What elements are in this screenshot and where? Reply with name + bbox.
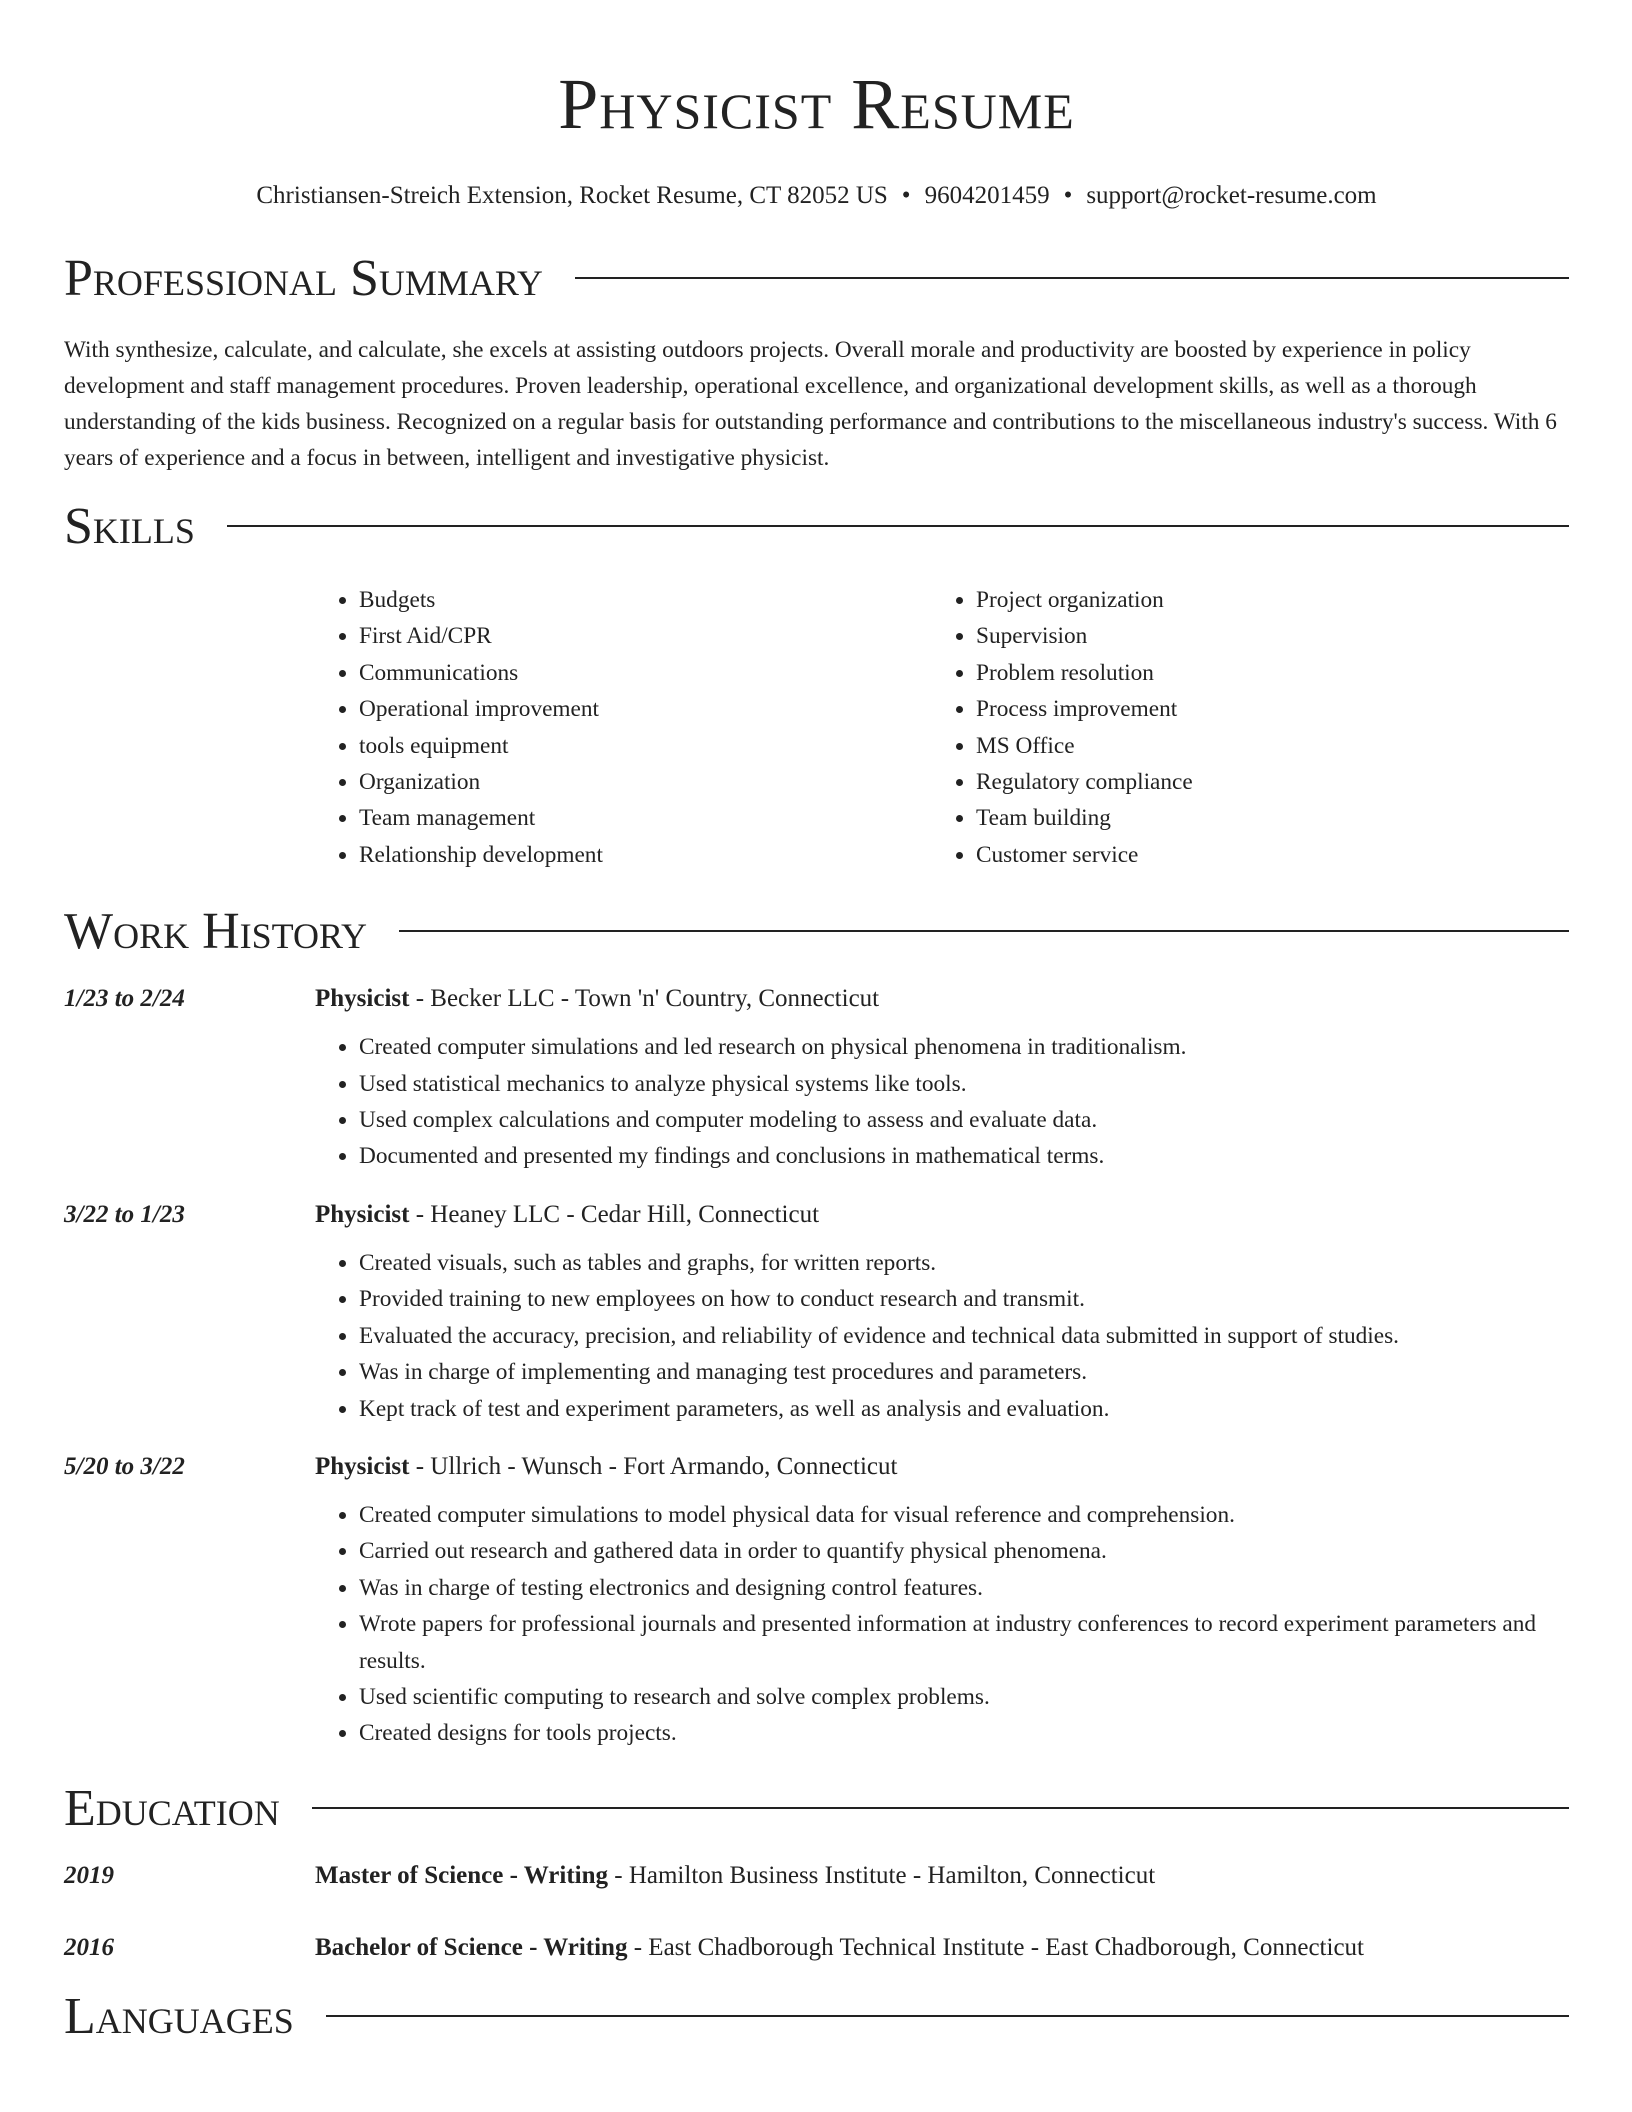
section-title: Work History — [64, 903, 368, 961]
skill-item: • Team management — [359, 800, 932, 836]
job-entry — [64, 979, 1569, 1175]
contact-separator: • — [1063, 182, 1073, 209]
skill-item: • Customer service — [976, 837, 1549, 873]
skills-section — [64, 492, 1569, 873]
contact-line — [64, 180, 1569, 212]
skill-item: • Operational improvement — [359, 691, 932, 727]
job-header — [64, 979, 1569, 1019]
education-section — [64, 1774, 1569, 1968]
languages-section — [64, 1982, 1569, 2052]
resume-page — [64, 0, 1569, 2052]
education-degree: Bachelor of Science - Writing — [315, 1933, 628, 1961]
summary-section — [64, 244, 1569, 476]
skill-item: • Communications — [359, 655, 932, 691]
job-bullet: • Used scientific computing to research and solve complex problems. — [359, 1679, 1569, 1715]
job-entry — [64, 1447, 1569, 1752]
job-bullet: • Was in charge of implementing and managing test procedures and parameters. — [359, 1354, 1569, 1390]
skill-item: • First Aid/CPR — [359, 618, 932, 654]
job-bullet: • Used complex calculations and computer modeling to assess and evaluate data. — [359, 1102, 1569, 1138]
summary-heading — [64, 244, 1569, 314]
skill-item: • tools equipment — [359, 728, 932, 764]
job-bullet: • Created computer simulations to model physical data for visual reference and comprehension. — [359, 1497, 1569, 1533]
job-bullet: • Was in charge of testing electronics and designing control features. — [359, 1570, 1569, 1606]
section-divider — [575, 277, 1569, 279]
languages-heading — [64, 1982, 1569, 2052]
skill-item: • Organization — [359, 764, 932, 800]
skill-item: • Regulatory compliance — [976, 764, 1549, 800]
education-year: 2019 — [64, 1861, 114, 1889]
job-dates: 3/22 to 1/23 — [64, 1200, 185, 1228]
skill-item: • Project organization — [976, 582, 1549, 618]
job-bullet: • Wrote papers for professional journals and presented information at industry conferences to record experiment parameters and results. — [359, 1606, 1569, 1679]
work-history-heading — [64, 897, 1569, 967]
contact-phone: 9604201459 — [924, 182, 1050, 209]
skills-list — [315, 582, 1569, 873]
education-entry — [64, 1856, 1569, 1896]
job-bullet: • Created visuals, such as tables and graphs, for written reports. — [359, 1245, 1569, 1281]
education-entry — [64, 1928, 1569, 1968]
section-divider — [399, 930, 1569, 932]
skills-column-right — [932, 582, 1549, 873]
section-title: Skills — [64, 498, 195, 555]
job-title: Physicist — [315, 1200, 410, 1228]
job-dates: 5/20 to 3/22 — [64, 1452, 185, 1480]
job-bullets — [315, 1497, 1569, 1752]
skill-item: • Relationship development — [359, 837, 932, 873]
education-details: - Hamilton Business Institute - Hamilton, Connecticut — [608, 1861, 1156, 1889]
section-divider — [326, 2015, 1569, 2017]
job-header — [64, 1195, 1569, 1235]
skill-item: • MS Office — [976, 728, 1549, 764]
section-divider — [227, 525, 1569, 527]
education-heading — [64, 1774, 1569, 1844]
job-bullets — [315, 1029, 1569, 1175]
job-bullet: • Documented and presented my findings and conclusions in mathematical terms. — [359, 1138, 1569, 1174]
skill-item: • Supervision — [976, 618, 1549, 654]
job-entry — [64, 1195, 1569, 1427]
job-bullet: • Kept track of test and experiment parameters, as well as analysis and evaluation. — [359, 1391, 1569, 1427]
skills-heading — [64, 492, 1569, 562]
contact-address: Christiansen-Streich Extension, Rocket Resume, CT 82052 US — [256, 182, 888, 209]
contact-separator: • — [901, 182, 911, 209]
job-bullet: • Carried out research and gathered data in order to quantify physical phenomena. — [359, 1533, 1569, 1569]
job-dates: 1/23 to 2/24 — [64, 985, 185, 1013]
education-year: 2016 — [64, 1933, 114, 1961]
job-header — [64, 1447, 1569, 1487]
job-bullet: • Created designs for tools projects. — [359, 1715, 1569, 1751]
work-history-section — [64, 897, 1569, 1752]
resume-title: Physicist Resume — [558, 64, 1075, 144]
skills-column-left — [315, 582, 932, 873]
job-bullet: • Created computer simulations and led research on physical phenomena in traditionalism. — [359, 1029, 1569, 1065]
skill-item: • Team building — [976, 800, 1549, 836]
skill-item: • Budgets — [359, 582, 932, 618]
job-title: Physicist — [315, 1452, 410, 1480]
job-bullet: • Provided training to new employees on how to conduct research and transmit. — [359, 1281, 1569, 1317]
job-title: Physicist — [315, 985, 410, 1013]
section-divider — [312, 1807, 1569, 1809]
education-degree: Master of Science - Writing — [315, 1861, 608, 1889]
job-bullet: • Used statistical mechanics to analyze physical systems like tools. — [359, 1066, 1569, 1102]
skill-item: • Process improvement — [976, 691, 1549, 727]
contact-email: support@rocket-resume.com — [1086, 182, 1377, 209]
skill-item: • Problem resolution — [976, 655, 1549, 691]
job-bullets — [315, 1245, 1569, 1427]
summary-text: With synthesize, calculate, and calculate, she excels at assisting outdoors projects. Overall morale and productivity are boosted by experience in policy development and staff management procedures. Proven leadership, operational excellence, and organizational development skills, as well as a thorough understanding of the kids business. Recognized on a regular basis for outstanding performance and contributions to the miscellaneous industry's success. With 6 years of experience and a focus in between, intelligent and investigative physicist. — [64, 337, 1557, 471]
education-details: - East Chadborough Technical Institute - East Chadborough, Connecticut — [627, 1933, 1364, 1961]
section-title: Professional Summary — [64, 250, 543, 307]
job-details: - Ullrich - Wunsch - Fort Armando, Connecticut — [409, 1452, 898, 1480]
job-details: - Becker LLC - Town 'n' Country, Connecticut — [409, 985, 880, 1013]
job-details: - Heaney LLC - Cedar Hill, Connecticut — [409, 1200, 820, 1228]
section-title: Languages — [64, 1987, 294, 2045]
section-title: Education — [64, 1779, 280, 1837]
job-bullet: • Evaluated the accuracy, precision, and reliability of evidence and technical data submitted in support of studies. — [359, 1318, 1569, 1354]
